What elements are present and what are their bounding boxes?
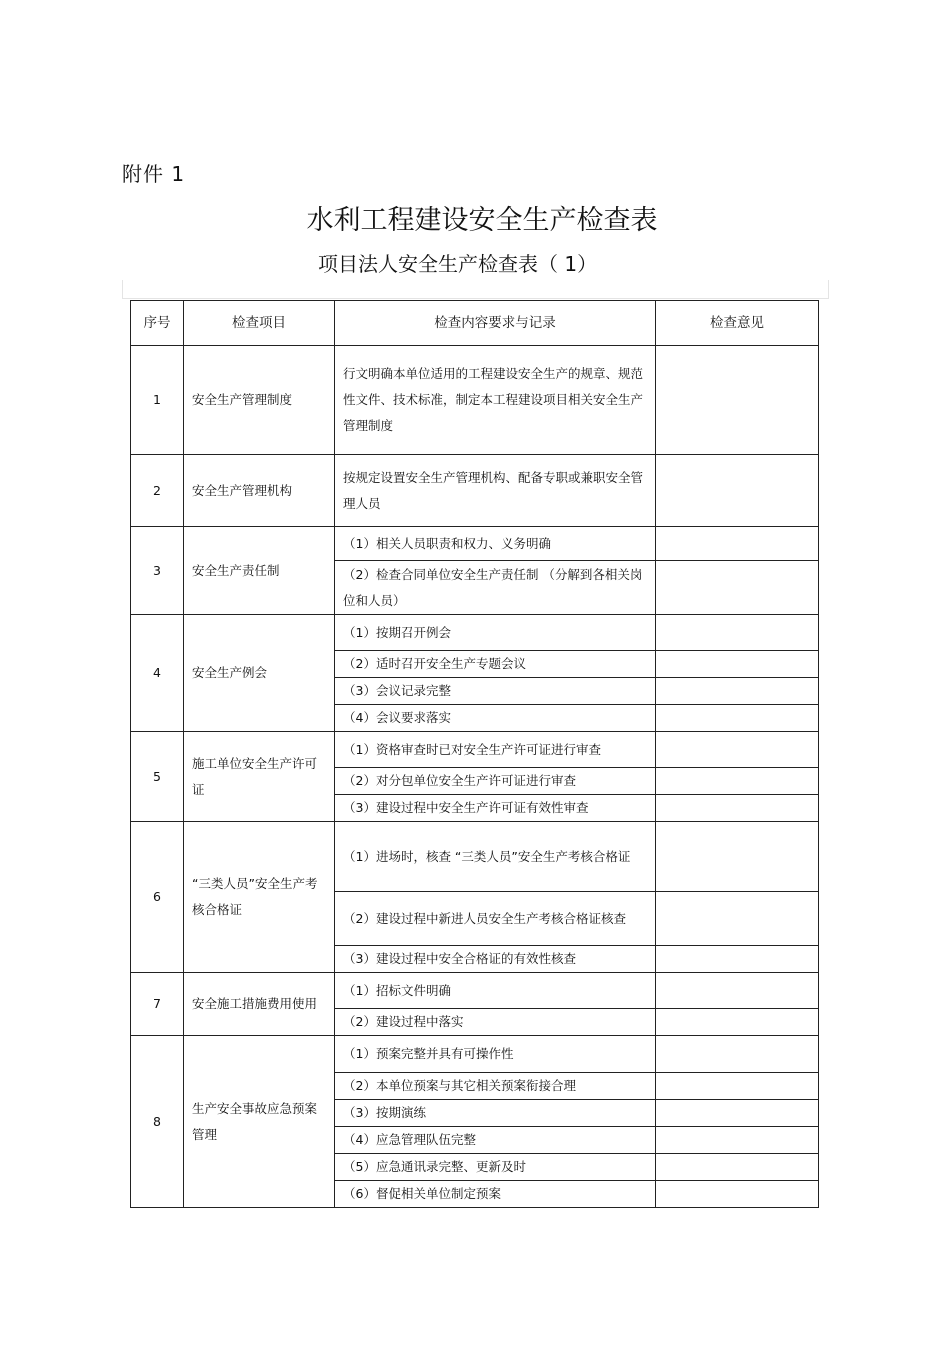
table-row [131,973,819,1009]
check-item: 安全生产管理制度 [184,346,335,455]
check-content: （1）预案完整并具有可操作性 [335,1036,656,1073]
attachment-label: 附件 1 [122,162,186,186]
opinion-cell[interactable] [656,1073,819,1100]
opinion-cell[interactable] [656,822,819,892]
document-title: 水利工程建设安全生产检查表 [306,205,658,236]
opinion-cell[interactable] [656,1036,819,1073]
check-content: （3）建设过程中安全合格证的有效性核查 [335,946,656,973]
row-number: 6 [131,822,184,973]
check-content: （4）会议要求落实 [335,705,656,732]
safety-check-table [130,300,819,1208]
check-item: 安全生产责任制 [184,527,335,615]
opinion-cell[interactable] [656,705,819,732]
check-content: 按规定设置安全生产管理机构、配备专职或兼职安全管理人员 [335,455,656,527]
header-frame [122,280,829,299]
opinion-cell[interactable] [656,973,819,1009]
check-item: 施工单位安全生产许可证 [184,732,335,822]
check-item: 安全生产例会 [184,615,335,732]
check-content: （4）应急管理队伍完整 [335,1127,656,1154]
table-row [131,822,819,892]
opinion-cell[interactable] [656,346,819,455]
row-number: 4 [131,615,184,732]
check-content: （3）建设过程中安全生产许可证有效性审查 [335,795,656,822]
check-content: （1）进场时，核查 “三类人员”安全生产考核合格证 [335,822,656,892]
opinion-cell[interactable] [656,455,819,527]
row-number: 3 [131,527,184,615]
check-item: 安全生产管理机构 [184,455,335,527]
header-content: 检查内容要求与记录 [335,301,656,346]
row-number: 2 [131,455,184,527]
header-number: 序号 [131,301,184,346]
check-content: （1）招标文件明确 [335,973,656,1009]
check-content: 行文明确本单位适用的工程建设安全生产的规章、规范性文件、技术标准，制定本工程建设项目相关安全生产管理制度 [335,346,656,455]
opinion-cell[interactable] [656,678,819,705]
opinion-cell[interactable] [656,1154,819,1181]
opinion-cell[interactable] [656,768,819,795]
row-number: 8 [131,1036,184,1208]
table-row [131,527,819,561]
opinion-cell[interactable] [656,795,819,822]
check-content: （2）适时召开安全生产专题会议 [335,651,656,678]
opinion-cell[interactable] [656,892,819,946]
opinion-cell[interactable] [656,1009,819,1036]
check-content: （2）建设过程中新进人员安全生产考核合格证核查 [335,892,656,946]
opinion-cell[interactable] [656,732,819,768]
table-row [131,732,819,768]
check-content: （2）建设过程中落实 [335,1009,656,1036]
check-item: 安全施工措施费用使用 [184,973,335,1036]
row-number: 1 [131,346,184,455]
check-content: （1）相关人员职责和权力、义务明确 [335,527,656,561]
header-opinion: 检查意见 [656,301,819,346]
check-content: （1）按期召开例会 [335,615,656,651]
check-content: （2）检查合同单位安全生产责任制 （分解到各相关岗位和人员） [335,561,656,615]
table-row [131,346,819,455]
opinion-cell[interactable] [656,651,819,678]
table-row [131,615,819,651]
check-item: 生产安全事故应急预案管理 [184,1036,335,1208]
opinion-cell[interactable] [656,1100,819,1127]
check-content: （3）按期演练 [335,1100,656,1127]
opinion-cell[interactable] [656,946,819,973]
table-row [131,455,819,527]
check-content: （2）本单位预案与其它相关预案衔接合理 [335,1073,656,1100]
check-content: （1）资格审查时已对安全生产许可证进行审查 [335,732,656,768]
check-content: （6）督促相关单位制定预案 [335,1181,656,1208]
table-subtitle: 项目法人安全生产检查表（ 1） [318,252,598,276]
opinion-cell[interactable] [656,527,819,561]
check-content: （5）应急通讯录完整、更新及时 [335,1154,656,1181]
opinion-cell[interactable] [656,615,819,651]
table-row [131,1036,819,1073]
check-content: （2）对分包单位安全生产许可证进行审查 [335,768,656,795]
row-number: 5 [131,732,184,822]
header-item: 检查项目 [184,301,335,346]
row-number: 7 [131,973,184,1036]
opinion-cell[interactable] [656,1127,819,1154]
opinion-cell[interactable] [656,561,819,615]
opinion-cell[interactable] [656,1181,819,1208]
check-item: “三类人员”安全生产考核合格证 [184,822,335,973]
table-header-row [131,301,819,346]
check-content: （3）会议记录完整 [335,678,656,705]
